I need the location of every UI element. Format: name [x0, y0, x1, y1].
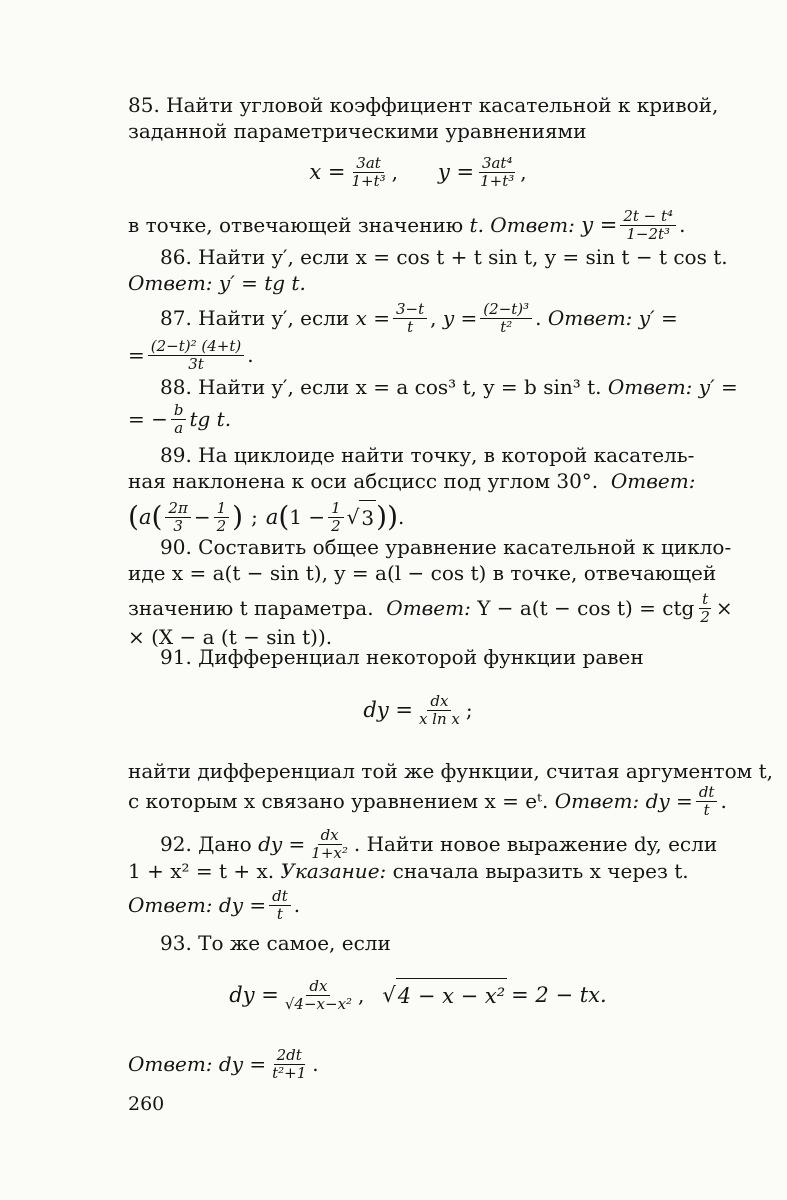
fraction: $\frac{t}{2}$ — [700, 589, 710, 626]
problem-90-line-4: × (X − a (t − sin t)). — [128, 625, 333, 649]
problem-91-line-3: с которым x связано уравнением x = eᵗ. Ответ: dy = $\frac{dt}{t}$ . — [128, 782, 727, 819]
answer-label: Ответ: — [610, 469, 696, 493]
answer-label: Ответ: — [128, 893, 213, 917]
answer-label: Ответ: — [547, 306, 633, 330]
fraction: $\frac{3at}{\text{1+t³}}$ — [351, 153, 386, 190]
problem-92-line-1: 92. Дано dy = $\frac{dx}{\text{1+x²}}$ . Найти новое выражение dy, если — [160, 825, 718, 862]
problem-87-line-2: = $\frac{\text{(2−t)² (4+t)}}{3t}$ . — [128, 336, 254, 373]
problem-85-text-2: заданной параметрическими уравнениями — [128, 119, 587, 143]
fraction: $\frac{dt}{t}$ — [696, 784, 718, 819]
answer-label: Ответ: — [386, 596, 471, 620]
answer-label: Ответ: — [128, 1052, 213, 1076]
answer-label: Ответ: — [607, 375, 693, 399]
fraction: $\frac{dx}{\text{x ln x}}$ — [418, 691, 460, 728]
fraction: $\frac{dx}{\text{√4−x−x²}}$ — [284, 976, 353, 1013]
fraction: $\frac{b}{a}$ — [171, 402, 187, 437]
problem-85-line-2 — [128, 114, 708, 148]
sqrt-sign: √ — [346, 505, 360, 529]
problem-93-answer: Ответ: dy = $\frac{2dt}{\text{t²+1}}$ . — [128, 1045, 319, 1082]
problem-89-answer: ( a ( $\frac{2\pi}{3}$ − $\frac{1}{2}$ ) ; a ( 1 − $\frac{1}{2}$ √ 3 )) . — [128, 498, 405, 535]
problem-90-text: 90. Составить общее уравнение касательной к цикло- — [160, 535, 732, 559]
fraction: $\frac{\text{(2−t)² (4+t)}}{3t}$ — [148, 338, 244, 373]
problem-91-text: 91. Дифференциал некоторой функции равен — [160, 645, 644, 669]
problem-88-line-2: = − $\frac{b}{a}$ tg t. — [128, 400, 232, 437]
fraction: $\frac{2dt}{\text{t²+1}}$ — [272, 1045, 307, 1082]
fraction: $\frac{3-t}{t}$ — [393, 301, 427, 336]
fraction: $\frac{1}{2}$ — [328, 500, 344, 535]
problem-86-text: 86. Найти y′, если x = cos t + t sin t, y = sin t − t cos t. — [160, 245, 728, 269]
answer-label: Ответ: — [490, 213, 575, 237]
problem-92-answer: Ответ: dy = $\frac{dt}{t}$ . — [128, 886, 301, 923]
problem-89-line-2: ная наклонена к оси абсцисс под углом 30°. Ответ: — [128, 464, 708, 498]
problem-85-text: 85. Найти угловой коэффициент касательной к кривой, — [128, 93, 719, 117]
problem-93-equation: dy = $\frac{dx}{\text{√4−x−x²}}$ , √ 4 − x − x² = 2 − tx. — [229, 976, 607, 1013]
sqrt-sign: √ — [382, 983, 396, 1007]
problem-90-line-2: иде x = a(t − sin t), y = a(l − cos t) в точке, отвечающей — [128, 561, 717, 585]
fraction: $\frac{\text{3at⁴}}{\text{1+t³}}$ — [480, 153, 515, 190]
problem-87-line-1: 87. Найти y′, если x = $\frac{3-t}{t}$ , y = $\frac{\text{(2−t)³}}{\text{t²}}$ . Ответ: y′ = — [160, 299, 678, 336]
answer-label: Ответ: — [128, 271, 213, 295]
problem-90-line-3: значению t параметра. Ответ: Y − a(t − cos t) = ctg $\frac{t}{2}$ × — [128, 589, 733, 626]
fraction: $\frac{\text{(2−t)³}}{\text{t²}}$ — [480, 301, 532, 336]
problem-92-line-2: 1 + x² = t + x. Указание: сначала выразить x через t. — [128, 854, 708, 888]
problem-89-text: 89. На циклоиде найти точку, в которой касатель- — [160, 443, 695, 467]
answer-label: Ответ: — [554, 789, 640, 813]
fraction: $\frac{\text{2t − t⁴}}{\text{1−2t³}}$ — [620, 208, 676, 243]
problem-91-line-1 — [128, 640, 708, 674]
problem-93-line-1 — [128, 926, 708, 960]
fraction: $\frac{dt}{t}$ — [269, 888, 291, 923]
problem-85-answer-line: в точке, отвечающей значению t. Ответ: y = $\frac{\text{2t − t⁴}}{\text{1−2t³}}$ . — [128, 206, 686, 243]
page-number: 260 — [128, 1093, 165, 1115]
fraction: $\frac{1}{2}$ — [214, 500, 230, 535]
fraction: $\frac{2\pi}{3}$ — [165, 500, 190, 535]
problem-86-answer: Ответ: y′ = tg t. — [128, 266, 708, 300]
problem-88-line-1: 88. Найти y′, если x = a cos³ t, y = b sin³ t. Ответ: y′ = — [128, 370, 708, 404]
problem-91-equation: dy = $\frac{dx}{\text{x ln x}}$ ; — [363, 691, 473, 728]
fraction: $\frac{dx}{\text{1+x²}}$ — [311, 825, 348, 862]
problem-91-line-2: найти дифференциал той же функции, считая аргументом t, — [128, 759, 773, 783]
problem-85-equation: x = $\frac{3at}{\text{1+t³}}$ , y = $\frac{\text{3at⁴}}{\text{1+t³}}$ , — [309, 153, 527, 190]
hint-label: Указание: — [280, 859, 387, 883]
problem-93-text: 93. То же самое, если — [160, 931, 391, 955]
